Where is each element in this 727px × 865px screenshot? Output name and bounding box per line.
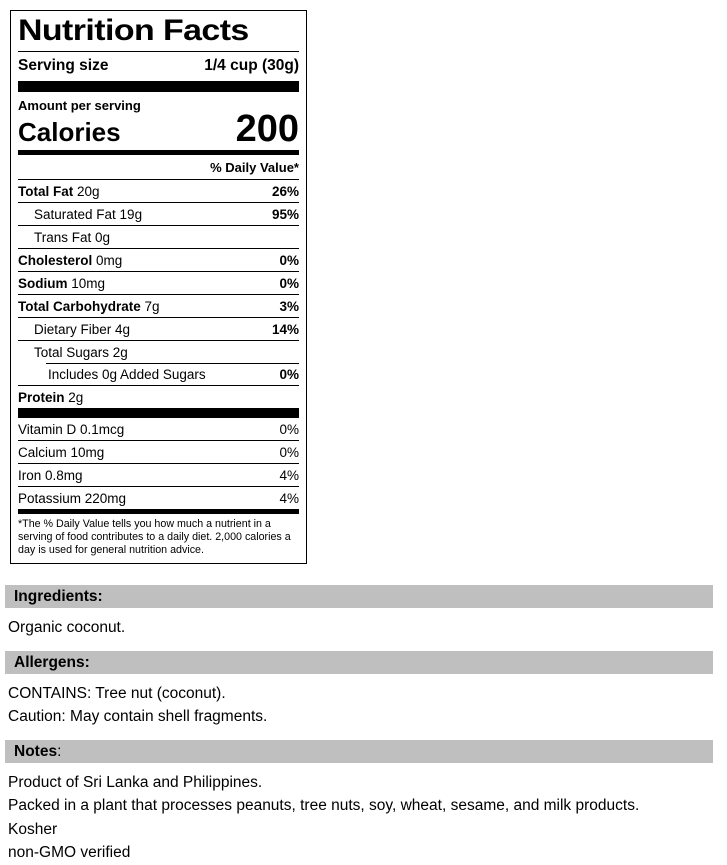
serving-size-label: Serving size [18, 57, 109, 74]
nutrient-percent: 3% [279, 299, 299, 314]
nutrient-percent: 4% [279, 491, 299, 506]
section-text-line: Caution: May contain shell fragments. [8, 708, 268, 725]
nutrient-name: Total Carbohydrate 7g [18, 299, 160, 314]
nutrition-facts-title [18, 14, 299, 52]
nutrient-name: Saturated Fat 19g [34, 207, 143, 222]
nutrient-row [18, 385, 299, 408]
daily-value-header: % Daily Value* [210, 160, 299, 175]
section-heading: Notes [14, 742, 58, 760]
nutrient-row [18, 440, 299, 463]
thick-divider-bar [18, 81, 299, 92]
nutrition-facts-panel [10, 10, 307, 564]
nutrient-percent: 26% [271, 184, 299, 199]
nutrient-row [18, 340, 299, 363]
nutrient-name: Iron 0.8mg [18, 468, 83, 483]
nutrient-name: Total Fat 20g [18, 184, 100, 199]
nutrient-percent: 4% [279, 468, 299, 483]
nutrient-row [18, 363, 299, 385]
section-text-line: Product of Sri Lanka and Philippines. [8, 773, 263, 791]
nutrient-percent: 95% [271, 207, 299, 222]
info-sections [0, 585, 727, 865]
thick-divider-bar [18, 408, 299, 418]
section-text-line: Kosher [8, 820, 58, 838]
nutrient-row [18, 202, 299, 225]
section-heading-bar [5, 585, 713, 608]
nutrient-percent: 0% [279, 367, 299, 382]
section-text-line: non-GMO verified [8, 844, 131, 861]
serving-size-value: 1/4 cup (30g) [204, 57, 299, 74]
section-heading-bar [5, 740, 713, 763]
nutrient-row [18, 225, 299, 248]
nutrient-row [18, 179, 299, 202]
calories-label: Calories [18, 117, 121, 147]
nutrient-name: Trans Fat 0g [34, 230, 111, 245]
nutrient-name: Protein 2g [18, 390, 84, 405]
amount-per-serving-label: Amount per serving [18, 98, 141, 113]
nutrient-row [18, 317, 299, 340]
nutrient-percent: 0% [279, 276, 299, 291]
nutrient-row [18, 294, 299, 317]
section-text-line: Organic coconut. [8, 619, 126, 636]
calories-row [18, 108, 299, 150]
section-heading-suffix: : [57, 742, 62, 760]
nutrient-percent: 0% [279, 253, 299, 268]
nutrient-row [18, 271, 299, 294]
nutrient-name: Includes 0g Added Sugars [48, 367, 206, 382]
nutrient-name: Potassium 220mg [18, 491, 127, 506]
section-heading-bar [5, 651, 713, 674]
section-heading: Allergens: [14, 653, 90, 671]
nutrient-percent: 0% [279, 422, 299, 437]
nutrient-rows [18, 179, 299, 408]
calories-value: 200 [235, 108, 299, 150]
nutrient-name: Calcium 10mg [18, 445, 105, 460]
daily-value-footnote: *The % Daily Value tells you how much a nutrient in a serving of food contributes to a daily diet. 2,000 calories a day is used for general nutrition advice. [18, 518, 291, 556]
nutrient-name: Total Sugars 2g [34, 345, 128, 360]
nutrient-name: Sodium 10mg [18, 276, 106, 291]
vitamin-rows [18, 418, 299, 509]
nutrient-name: Vitamin D 0.1mcg [18, 422, 125, 437]
nutrient-name: Dietary Fiber 4g [34, 322, 131, 337]
nutrient-percent: 14% [271, 322, 299, 337]
section-text-line: CONTAINS: Tree nut (coconut). [8, 684, 226, 702]
nutrient-row [18, 248, 299, 271]
nutrient-row [18, 418, 299, 440]
nutrition-facts-title-text: Nutrition Facts [18, 14, 249, 47]
nutrient-name: Cholesterol 0mg [18, 253, 123, 268]
nutrient-percent: 0% [279, 445, 299, 460]
nutrient-row [18, 486, 299, 509]
nutrient-row [18, 463, 299, 486]
section-heading: Ingredients: [14, 588, 103, 605]
section-text-line: Packed in a plant that processes peanuts, tree nuts, soy, wheat, sesame, and milk products. [8, 797, 640, 814]
serving-size-row [18, 52, 299, 81]
